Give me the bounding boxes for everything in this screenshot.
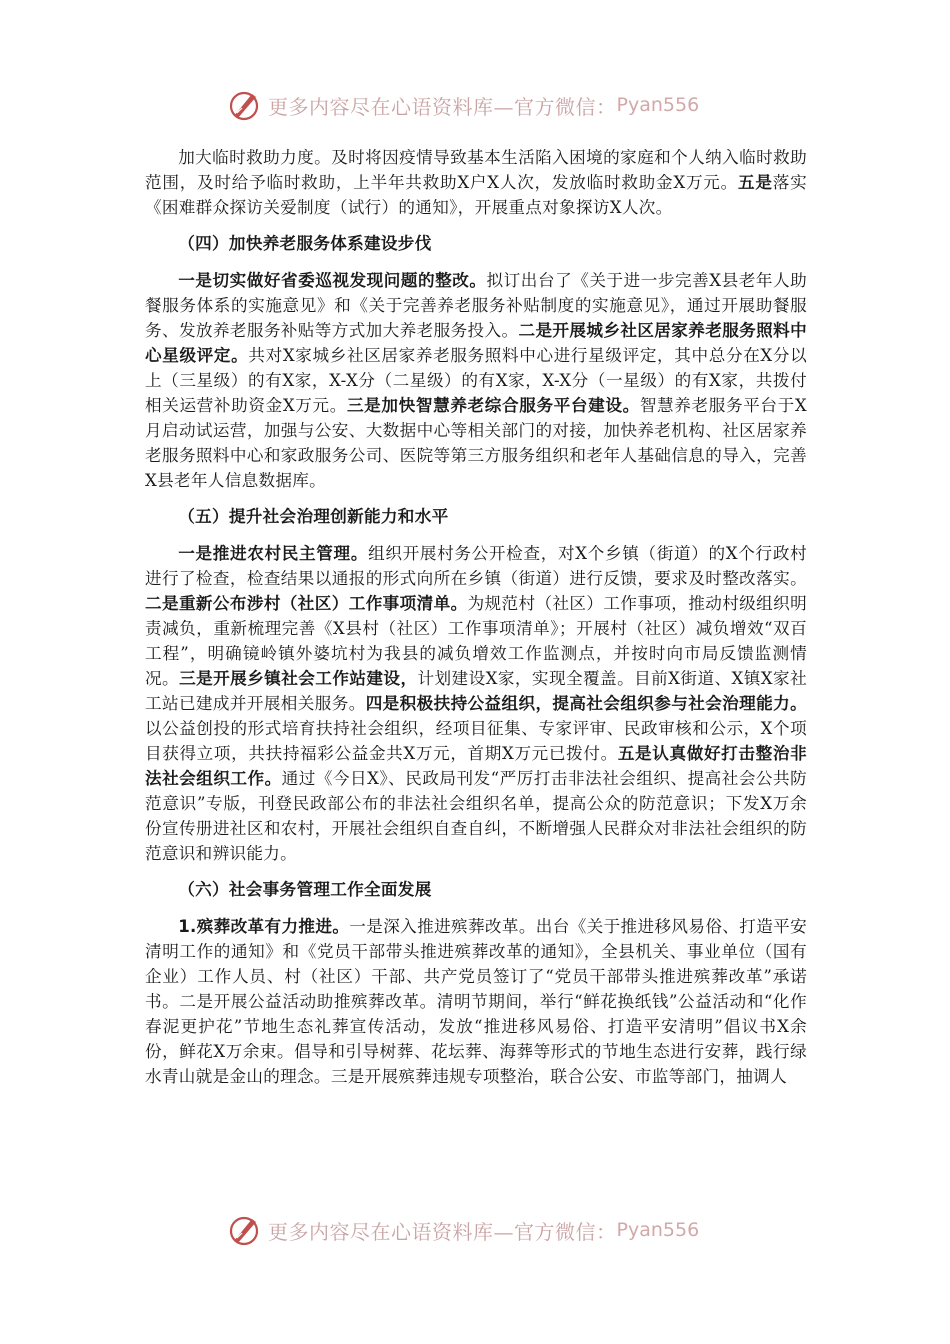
quill-logo-icon [228,88,262,122]
paragraph: 1.殡葬改革有力推进。一是深入推进殡葬改革。出台《关于推进移风易俗、打造平安清明工作的通知》和《党员干部带头推进殡葬改革的通知》，全县机关、事业单位（国有企业）工作人员、村（社区）干部、共产党员签订了“党员干部带头推进殡葬改革”承诺书。二是开展公益活动助推殡葬改革。清明节期间，举行“鲜花换纸钱”公益活动和“化作春泥更护花”节地生态礼葬宣传活动，发放“推进移风易俗、打造平安清明”倡议书X余份，鲜花X万余束。倡导和引导树葬、花坛葬、海葬等形式的节地生态进行安葬，践行绿水青山就是金山的理念。三是开展殡葬违规专项整治，联合公安、市监等部门，抽调人 [145,917,807,1086]
quill-logo-icon [228,1213,262,1247]
watermark-text: 更多内容尽在心语资料库—官方微信： [268,1219,617,1244]
footer-watermark [228,1213,748,1247]
document-body [145,145,807,1089]
watermark-id: Pyan556 [616,94,700,116]
section-heading-5: （五）提升社会治理创新能力和水平 [178,507,449,526]
section-heading-4: （四）加快养老服务体系建设步伐 [178,234,432,253]
header-watermark [228,88,748,122]
section-heading-6: （六）社会事务管理工作全面发展 [178,880,432,899]
paragraph: 一是切实做好省委巡视发现问题的整改。拟订出台了《关于进一步完善X县老年人助餐服务体系的实施意见》和《关于完善养老服务补贴制度的实施意见》，通过开展助餐服务、发放养老服务补贴等方式加大养老服务投入。二是开展城乡社区居家养老服务照料中心星级评定。共对X家城乡社区居家养老服务照料中心进行星级评定，其中总分在X分以上（三星级）的有X家，X-X分（二星级）的有X家，X-X分（一星级）的有X家，共拨付相关运营补助资金X万元。三是加快智慧养老综合服务平台建设。智慧养老服务平台于X月启动试运营，加强与公安、大数据中心等相关部门的对接，加快养老机构、社区居家养老服务照料中心和家政服务公司、医院等第三方服务组织和老年人基础信息的导入，完善X县老年人信息数据库。 [145,271,808,490]
watermark-text: 更多内容尽在心语资料库—官方微信： [268,94,617,119]
paragraph: 加大临时救助力度。及时将因疫情导致基本生活陷入困境的家庭和个人纳入临时救助范围，及时给予临时救助，上半年共救助X户X人次，发放临时救助金X万元。五是落实《困难群众探访关爱制度（试行）的通知》，开展重点对象探访X人次。 [145,148,807,217]
paragraph: 一是推进农村民主管理。组织开展村务公开检查，对X个乡镇（街道）的X个行政村进行了检查，检查结果以通报的形式向所在乡镇（街道）进行反馈，要求及时整改落实。二是重新公布涉村（社区）工作事项清单。为规范村（社区）工作事项，推动村级组织明责减负，重新梳理完善《X县村（社区）工作事项清单》；开展村（社区）减负增效“双百工程”，明确镜岭镇外婆坑村为我县的减负增效工作监测点，并按时向市局反馈监测情况。三是开展乡镇社会工作站建设，计划建设X家，实现全覆盖。目前X街道、X镇X家社工站已建成并开展相关服务。四是积极扶持公益组织，提高社会组织参与社会治理能力。以公益创投的形式培育扶持社会组织，经项目征集、专家评审、民政审核和公示，X个项目获得立项，共扶持福彩公益金共X万元，首期X万元已拨付。五是认真做好打击整治非法社会组织工作。通过《今日X》、民政局刊发“严厉打击非法社会组织、提高社会公共防范意识”专版，刊登民政部公布的非法社会组织名单，提高公众的防范意识；下发X万余份宣传册进社区和农村，开展社会组织自查自纠，不断增强人民群众对非法社会组织的防范意识和辨识能力。 [145,544,808,863]
watermark-id: Pyan556 [616,1219,700,1241]
